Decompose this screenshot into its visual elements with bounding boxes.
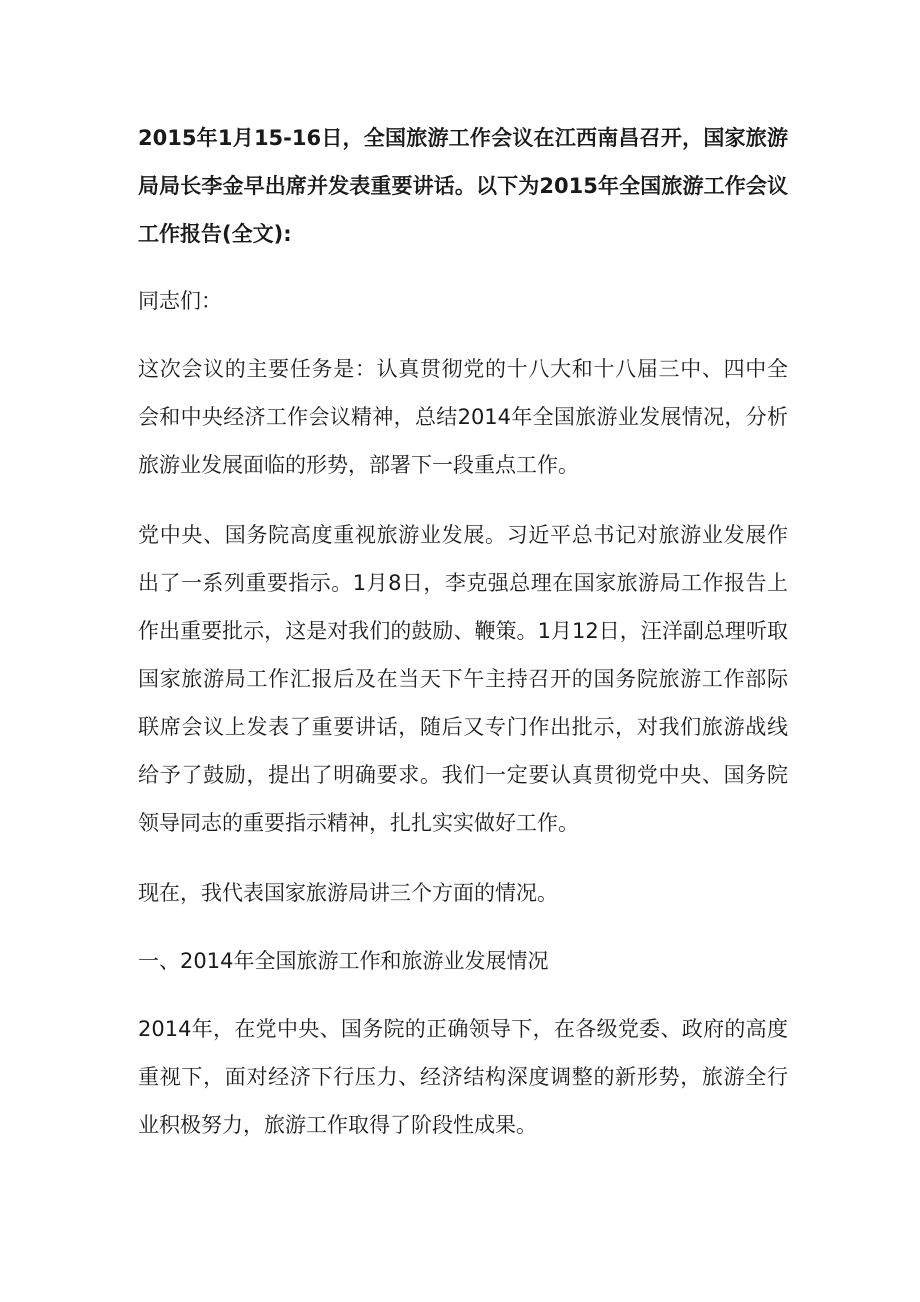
- lead-paragraph: 2015年1月15-16日，全国旅游工作会议在江西南昌召开，国家旅游局局长李金早出席并发表重要讲话。以下为2015年全国旅游工作会议工作报告(全文):: [138, 126, 788, 246]
- body-paragraph: 现在，我代表国家旅游局讲三个方面的情况。: [138, 881, 558, 905]
- body-paragraph: 2014年，在党中央、国务院的正确领导下，在各级党委、政府的高度重视下，面对经济下行压力、经济结构深度调整的新形势，旅游全行业积极努力，旅游工作取得了阶段性成果。: [138, 1017, 788, 1137]
- body-paragraph: 这次会议的主要任务是：认真贯彻党的十八大和十八届三中、四中全会和中央经济工作会议精神，总结2014年全国旅游业发展情况，分析旅游业发展面临的形势，部署下一段重点工作。: [138, 357, 788, 477]
- greeting-text: 同志们：: [138, 289, 222, 313]
- section-heading: 一、2014年全国旅游工作和旅游业发展情况: [138, 949, 549, 973]
- document-body: [138, 114, 788, 1171]
- body-paragraph: 党中央、国务院高度重视旅游业发展。习近平总书记对旅游业发展作出了一系列重要指示。1月8日，李克强总理在国家旅游局工作报告上作出重要批示，这是对我们的鼓励、鞭策。1月12日，汪洋副总理听取国家旅游局工作汇报后及在当天下午主持召开的国务院旅游工作部际联席会议上发表了重要讲话，随后又专门作出批示，对我们旅游战线给予了鼓励，提出了明确要求。我们一定要认真贯彻党中央、国务院领导同志的重要指示精神，扎扎实实做好工作。: [138, 523, 788, 835]
